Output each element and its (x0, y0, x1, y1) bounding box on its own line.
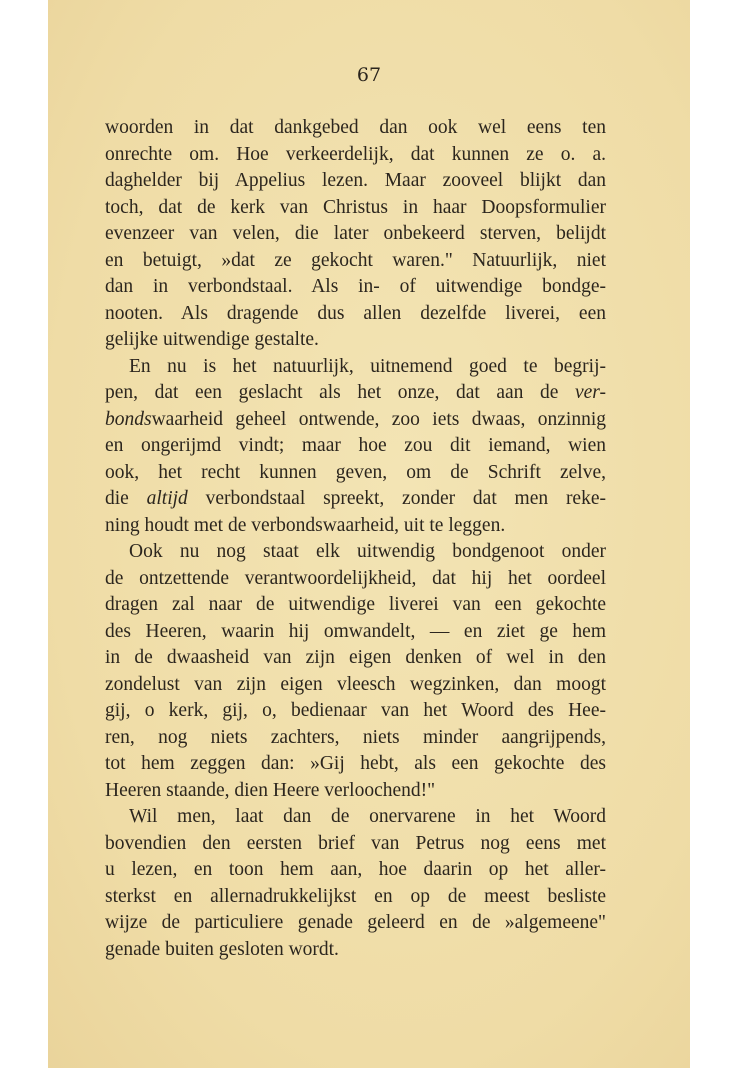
text-line: gij, o kerk, gij, o, bedienaar van het Woord des Hee- (105, 700, 606, 721)
text-line: zondelust van zijn eigen vleesch wegzinken, dan moogt (105, 673, 606, 695)
text-line: ning houdt met de verbondswaarheid, uit te leggen. (105, 514, 506, 536)
text-line: bondswaarheid geheel ontwende, zoo iets dwaas, onzinnig (105, 408, 606, 430)
text-line: pen, dat een geslacht als het onze, dat aan de ver- (105, 382, 606, 403)
text-line: sterkst en allernadrukkelijkst en op de meest besliste (105, 885, 606, 907)
text-line: gelijke uitwendige gestalte. (105, 329, 319, 350)
text-line: de ontzettende verantwoordelijkheid, dat hij het oordeel (105, 567, 606, 589)
text-line: dragen zal naar de uitwendige liverei van een gekochte (105, 594, 606, 615)
text-line: wijze de particuliere genade geleerd en de »algemeene" (105, 912, 606, 933)
text-line: Heeren staande, dien Heere verloochend!" (105, 779, 436, 801)
text-line: onrechte om. Hoe verkeerdelijk, dat kunnen ze o. a. (105, 143, 606, 165)
text-line: tot hem zeggen dan: »Gij hebt, als een gekochte des (105, 753, 606, 774)
text-line: bovendien den eersten brief van Petrus nog eens met (105, 832, 606, 854)
body-text (105, 115, 606, 963)
text-line: dan in verbondstaal. Als in- of uitwendige bondge- (105, 276, 606, 297)
text-line: en betuigt, »dat ze gekocht waren." Natuurlijk, niet (105, 249, 606, 271)
text-line: in de dwaasheid van zijn eigen denken of wel in den (105, 647, 606, 668)
text-line: nooten. Als dragende dus allen dezelfde liverei, een (105, 302, 606, 324)
text-line: Wil men, laat dan de onervarene in het Woord (129, 806, 606, 827)
text-line: woorden in dat dankgebed dan ook wel eens ten (105, 117, 606, 138)
page-number: 67 (356, 64, 382, 86)
text-line: genade buiten gesloten wordt. (105, 938, 339, 960)
text-line: ren, nog niets zachters, niets minder aangrijpends, (105, 726, 606, 748)
text-line: daghelder bij Appelius lezen. Maar zooveel blijkt dan (105, 170, 606, 191)
text-line: die altijd verbondstaal spreekt, zonder dat men reke- (105, 488, 606, 509)
text-line: toch, dat de kerk van Christus in haar Doopsformulier (105, 196, 606, 218)
text-line: En nu is het natuurlijk, uitnemend goed te begrij- (129, 355, 606, 377)
text-line: evenzeer van velen, die later onbekeerd sterven, belijdt (105, 223, 606, 244)
text-line: Ook nu nog staat elk uitwendig bondgenoot onder (129, 541, 606, 562)
text-line: ook, het recht kunnen geven, om de Schrift zelve, (105, 461, 606, 483)
text-line: des Heeren, waarin hij omwandelt, — en ziet ge hem (105, 620, 606, 642)
text-line: en ongerijmd vindt; maar hoe zou dit iemand, wien (105, 435, 606, 456)
text-line: u lezen, en toon hem aan, hoe daarin op het aller- (105, 859, 606, 880)
